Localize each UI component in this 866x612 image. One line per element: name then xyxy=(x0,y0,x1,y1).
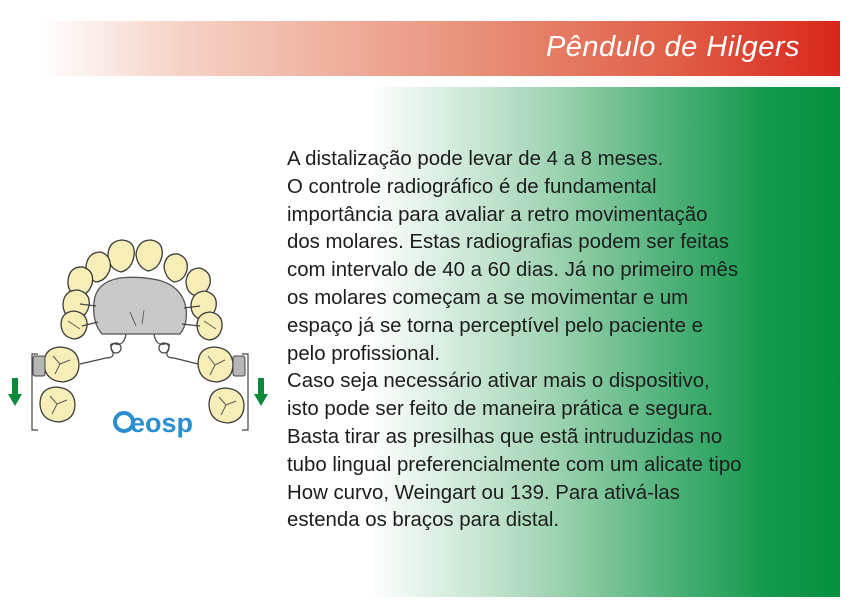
body-text xyxy=(287,146,847,535)
arrow-down-right-icon xyxy=(254,378,268,406)
logo-text: eosp xyxy=(130,408,194,438)
text-line: importância para avaliar a retro movimentação xyxy=(287,203,708,226)
text-line: Basta tirar as presilhas que estã intruduzidas no xyxy=(287,425,723,448)
text-line: dos molares. Estas radiografias podem ser feitas xyxy=(287,231,730,254)
text-line: tubo lingual preferencialmente com um alicate tipo xyxy=(287,453,742,476)
tooth-molar-2-right xyxy=(209,388,244,423)
text-line: isto pode ser feito de maneira prática e segura. xyxy=(287,398,714,421)
title-bar xyxy=(38,21,840,76)
text-line: estenda os braços para distal. xyxy=(287,509,560,532)
tooth-molar-1-left xyxy=(44,347,79,382)
text-line: com intervalo de 40 a 60 dias. Já no primeiro mês xyxy=(287,259,739,282)
acrylic-button xyxy=(94,277,187,334)
text-line: os molares começam a se movimentar e um xyxy=(287,286,689,309)
pendulum-appliance-illustration xyxy=(8,226,280,452)
text-line: Caso seja necessário ativar mais o dispositivo, xyxy=(287,370,710,393)
eosp-logo xyxy=(115,408,193,438)
tooth-premolar-2-right xyxy=(197,312,222,340)
tooth-incisor-right xyxy=(136,240,162,271)
text-line: pelo profissional. xyxy=(287,342,441,365)
tooth-incisor-left xyxy=(108,240,134,272)
text-line: A distalização pode levar de 4 a 8 meses. xyxy=(287,148,664,170)
text-line: How curvo, Weingart ou 139. Para ativá-las xyxy=(287,481,680,504)
text-line: O controle radiográfico é de fundamental xyxy=(287,175,657,198)
tooth-molar-2-left xyxy=(40,387,75,422)
arrow-down-left-icon xyxy=(8,378,22,406)
text-line: espaço já se torna perceptível pelo paciente e xyxy=(287,314,704,337)
tooth-lateral-right xyxy=(164,254,187,282)
slide-title: Pêndulo de Hilgers xyxy=(545,31,800,63)
